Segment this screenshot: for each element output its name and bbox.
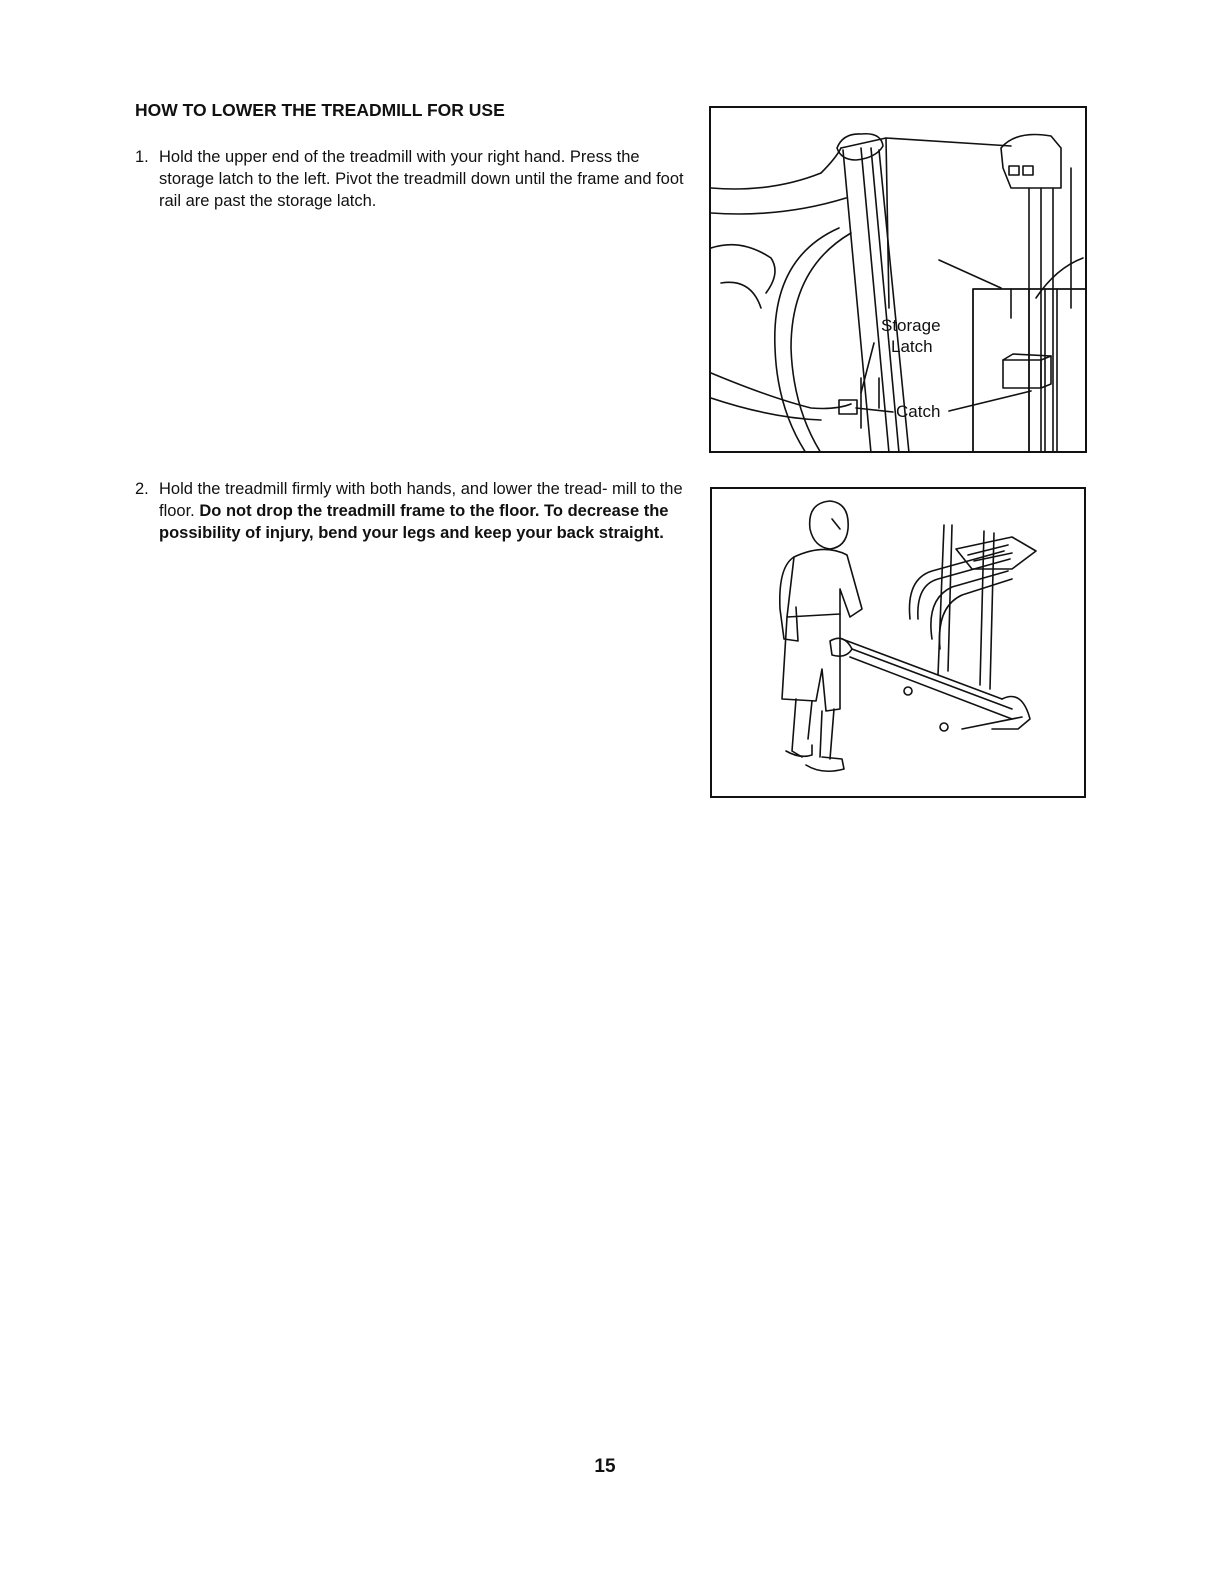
step-1 xyxy=(135,146,685,212)
step-2-text xyxy=(159,478,685,544)
lowering-treadmill-illustration xyxy=(712,489,1086,798)
step-2 xyxy=(135,478,685,544)
page-number: 15 xyxy=(594,1456,616,1477)
figure-storage-latch xyxy=(709,106,1087,453)
label-storage: Storage xyxy=(881,316,941,335)
section-heading: HOW TO LOWER THE TREADMILL FOR USE xyxy=(135,100,505,120)
label-latch: Latch xyxy=(891,337,933,356)
step-2-number: 2. xyxy=(135,480,149,498)
label-catch: Catch xyxy=(896,402,941,421)
step-1-text: Hold the upper end of the treadmill with your right hand. Press the storage latch to the left. Pivot the treadmill down until the frame and foot rail are past the storage latch. xyxy=(159,148,684,210)
step-2-warning: Do not drop the treadmill frame to the floor. To decrease the possibility of injury, bend your legs and keep your back straight. xyxy=(159,502,669,542)
step-2-instruction: Hold the treadmill firmly with both hands, and lower the tread- mill to the floor. xyxy=(159,480,683,520)
step-1-number: 1. xyxy=(135,148,149,166)
figure-lowering-treadmill xyxy=(710,487,1086,798)
